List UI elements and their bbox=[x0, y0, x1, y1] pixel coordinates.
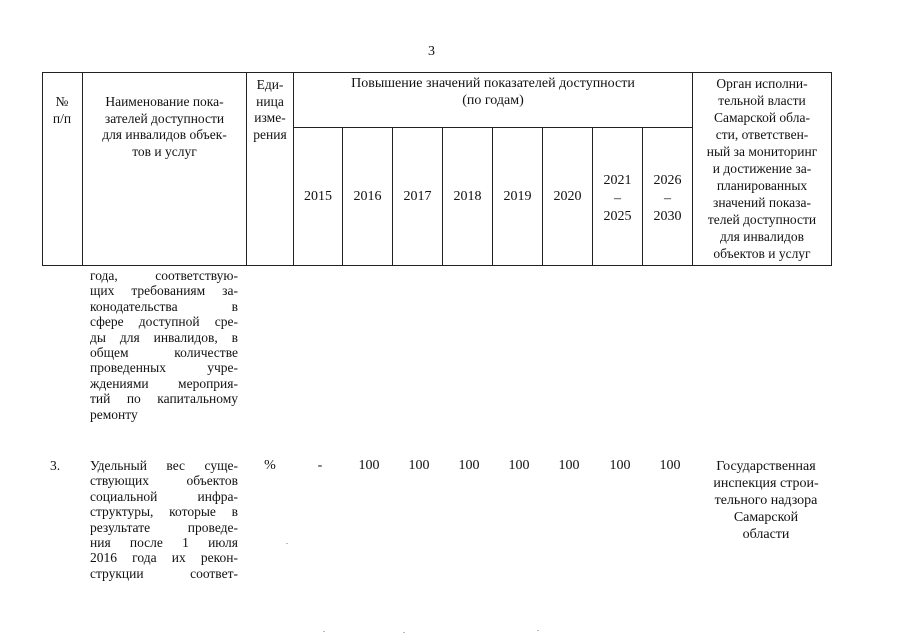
value-2017: 100 bbox=[408, 458, 430, 473]
header-name: Наименование пока- зателей доступности для инвалидов объек- тов и услуг bbox=[102, 94, 227, 159]
header-unit: Еди- ница изме- рения bbox=[253, 77, 287, 142]
year-2020: 2020 bbox=[553, 189, 582, 204]
header-org: Орган исполни- тельной власти Самарской обла- сти, ответствен- ный за мониторинг и достижение за- планированных значений показа- телей доступности для инвалидов объектов и услуг bbox=[706, 76, 818, 261]
year-range-2021-2025: 2021 – 2025 bbox=[603, 173, 632, 224]
value-2019: 100 bbox=[508, 458, 530, 473]
scan-speck bbox=[286, 543, 288, 544]
year-2018: 2018 bbox=[453, 189, 482, 204]
table-border-right bbox=[831, 72, 832, 266]
header-increase: Повышение значений показателей доступности (по годам) bbox=[351, 76, 635, 108]
page-number: 3 bbox=[428, 44, 435, 59]
table-header bbox=[42, 72, 832, 266]
year-2016: 2016 bbox=[353, 189, 382, 204]
row-unit: % bbox=[264, 458, 276, 473]
value-2015: - bbox=[317, 458, 323, 473]
value-2016: 100 bbox=[358, 458, 380, 473]
row-name: Удельный вес суще- ствующих объектов социальной инфра- структуры, которые в результате проведе- ния после 1 июля 2016 года их рекон- струкции соответ- bbox=[90, 458, 238, 581]
year-range-2026-2030: 2026 – 2030 bbox=[653, 173, 682, 224]
year-2017: 2017 bbox=[403, 189, 432, 204]
scan-speck bbox=[403, 632, 405, 633]
group-divider bbox=[293, 127, 693, 128]
year-2015: 2015 bbox=[304, 189, 332, 204]
row-number: 3. bbox=[50, 458, 61, 473]
table-border-top bbox=[42, 72, 832, 73]
value-2021-2025: 100 bbox=[609, 458, 631, 473]
value-2026-2030: 100 bbox=[659, 458, 681, 473]
year-2019: 2019 bbox=[503, 189, 532, 204]
row-organization: Государственная инспекция строи- тельного надзора Самарской области bbox=[713, 459, 819, 542]
value-2018: 100 bbox=[458, 458, 480, 473]
table-border-bottom bbox=[42, 265, 832, 266]
value-2020: 100 bbox=[558, 458, 580, 473]
continuation-text: года, соответствую- щих требованиям за- конодательства в сфере доступной сре- ды для инвалидов, в общем количестве проведенных учре- ждениями мероприя- тий по капитальному ремонту bbox=[90, 268, 238, 422]
scan-speck bbox=[537, 630, 539, 631]
scan-speck bbox=[323, 631, 325, 632]
header-number: № п/п bbox=[52, 94, 72, 126]
